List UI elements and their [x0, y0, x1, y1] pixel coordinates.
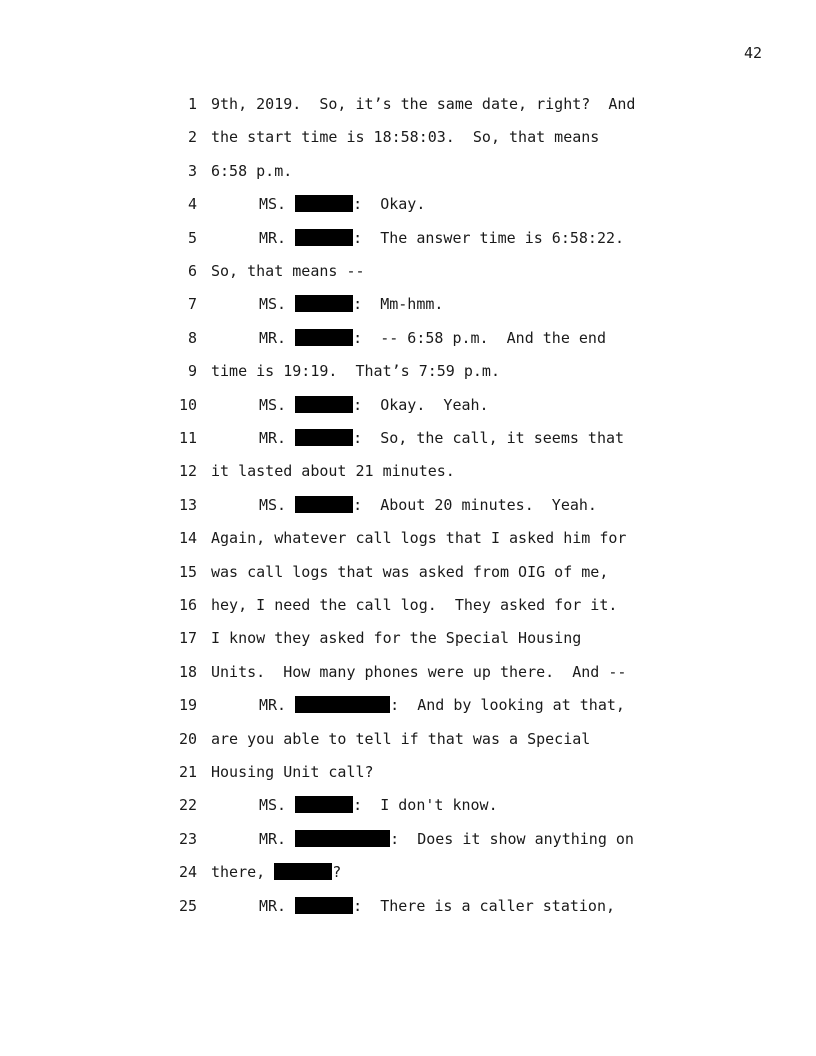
transcript-line: [0, 595, 816, 615]
line-text: [259, 328, 606, 348]
transcript-line: [0, 495, 816, 515]
line-segment: MR.: [259, 829, 296, 848]
redaction-box: [295, 329, 353, 346]
line-segment: the start time is 18:58:03. So, that means: [211, 128, 600, 147]
line-segment: I know they asked for the Special Housing: [211, 629, 582, 648]
line-segment: MR.: [259, 328, 296, 347]
line-segment: ?: [332, 863, 342, 882]
transcript-line: [0, 729, 816, 749]
redaction-box: [295, 229, 353, 246]
transcript-line: [0, 762, 816, 782]
line-segment: MR.: [259, 696, 296, 715]
line-segment: : Does it show anything on: [390, 829, 634, 848]
transcript-line: [0, 562, 816, 582]
line-text: [259, 695, 625, 715]
line-number: 19: [178, 696, 197, 715]
line-text: [259, 194, 425, 214]
line-number: 23: [178, 829, 197, 848]
line-text: [259, 829, 634, 849]
line-number: 2: [187, 128, 197, 147]
line-segment: MS.: [259, 395, 296, 414]
line-number: 25: [178, 896, 197, 915]
line-number: 5: [187, 228, 197, 247]
transcript-line: [0, 829, 816, 849]
line-text: [259, 395, 489, 415]
line-segment: 6:58 p.m.: [211, 161, 293, 180]
line-text: [211, 127, 599, 147]
line-text: [259, 495, 597, 515]
line-segment: Again, whatever call logs that I asked him for: [211, 529, 627, 548]
line-text: [211, 662, 626, 682]
transcript-line: [0, 628, 816, 648]
redaction-box: [295, 295, 353, 312]
line-text: [259, 896, 615, 916]
line-segment: Units. How many phones were up there. And --: [211, 662, 627, 681]
transcript-line: [0, 662, 816, 682]
line-number: 21: [178, 763, 197, 781]
redaction-box: [295, 897, 353, 914]
line-segment: 9th, 2019. So, it’s the same date, right? And: [211, 95, 636, 113]
line-number: 11: [178, 429, 197, 447]
transcript-line: [0, 161, 816, 181]
line-segment: : Mm-hmm.: [353, 295, 444, 314]
transcript-line: [0, 194, 816, 214]
line-segment: MS.: [259, 796, 296, 815]
line-number: 8: [187, 328, 197, 347]
line-segment: : Okay. Yeah.: [353, 395, 489, 414]
line-text: [211, 729, 590, 749]
redaction-box: [295, 429, 353, 446]
line-text: [259, 795, 498, 815]
line-segment: Housing Unit call?: [211, 763, 374, 781]
transcript-line: [0, 395, 816, 415]
line-number: 16: [178, 596, 197, 614]
page-number: 42: [743, 44, 762, 62]
line-segment: MS.: [259, 495, 296, 514]
redaction-box: [295, 796, 353, 813]
line-segment: : Okay.: [353, 195, 426, 214]
redaction-box: [295, 496, 353, 513]
line-number: 20: [178, 729, 197, 748]
line-number: 6: [187, 262, 197, 280]
line-segment: time is 19:19. That’s 7:59 p.m.: [211, 362, 500, 381]
line-text: [211, 261, 365, 281]
line-text: [211, 862, 341, 882]
redaction-box: [295, 396, 353, 413]
line-text: [211, 762, 374, 782]
line-segment: there,: [211, 863, 275, 882]
line-number: 10: [178, 395, 197, 414]
line-number: 1: [187, 95, 197, 113]
line-segment: : About 20 minutes. Yeah.: [353, 495, 597, 514]
line-segment: MR.: [259, 429, 296, 447]
line-segment: MR.: [259, 896, 296, 915]
transcript-line: [0, 695, 816, 715]
line-segment: hey, I need the call log. They asked for it.: [211, 596, 618, 614]
transcript-line: [0, 361, 816, 381]
line-text: [259, 294, 443, 314]
line-text: [259, 428, 624, 448]
line-number: 12: [178, 462, 197, 481]
transcript-line: [0, 261, 816, 281]
line-text: [211, 361, 500, 381]
line-number: 7: [187, 295, 197, 314]
line-segment: : -- 6:58 p.m. And the end: [353, 328, 606, 347]
transcript-line: [0, 428, 816, 448]
line-number: 3: [187, 161, 197, 180]
line-number: 18: [178, 662, 197, 681]
transcript-line: [0, 528, 816, 548]
transcript-line: [0, 795, 816, 815]
line-segment: MS.: [259, 295, 296, 314]
line-segment: : So, the call, it seems that: [353, 429, 625, 447]
transcript-line: [0, 896, 816, 916]
line-segment: : I don't know.: [353, 796, 498, 815]
transcript-line: [0, 294, 816, 314]
line-segment: are you able to tell if that was a Special: [211, 729, 591, 748]
line-segment: : The answer time is 6:58:22.: [353, 228, 625, 247]
redaction-box: [274, 863, 332, 880]
line-number: 17: [178, 629, 197, 648]
line-segment: MR.: [259, 228, 296, 247]
line-text: [211, 562, 608, 582]
line-segment: : And by looking at that,: [390, 696, 625, 715]
transcript-line: [0, 127, 816, 147]
line-text: [211, 94, 635, 114]
line-number: 13: [178, 495, 197, 514]
transcript-line: [0, 328, 816, 348]
line-segment: : There is a caller station,: [353, 896, 616, 915]
redaction-box: [295, 696, 390, 713]
line-text: [211, 628, 581, 648]
transcript-line: [0, 228, 816, 248]
redaction-box: [295, 195, 353, 212]
line-text: [211, 595, 617, 615]
line-segment: MS.: [259, 195, 296, 214]
line-number: 9: [187, 362, 197, 381]
line-text: [211, 461, 455, 481]
line-segment: So, that means --: [211, 262, 365, 280]
line-text: [211, 161, 292, 181]
line-number: 4: [187, 195, 197, 214]
line-number: 22: [178, 796, 197, 815]
line-text: [259, 228, 624, 248]
line-segment: was call logs that was asked from OIG of me,: [211, 562, 609, 581]
transcript-line: [0, 862, 816, 882]
line-number: 14: [178, 529, 197, 548]
transcript-line: [0, 461, 816, 481]
line-number: 24: [178, 863, 197, 882]
line-text: [211, 528, 626, 548]
transcript-line: [0, 94, 816, 114]
redaction-box: [295, 830, 390, 847]
line-segment: it lasted about 21 minutes.: [211, 462, 455, 481]
line-number: 15: [178, 562, 197, 581]
